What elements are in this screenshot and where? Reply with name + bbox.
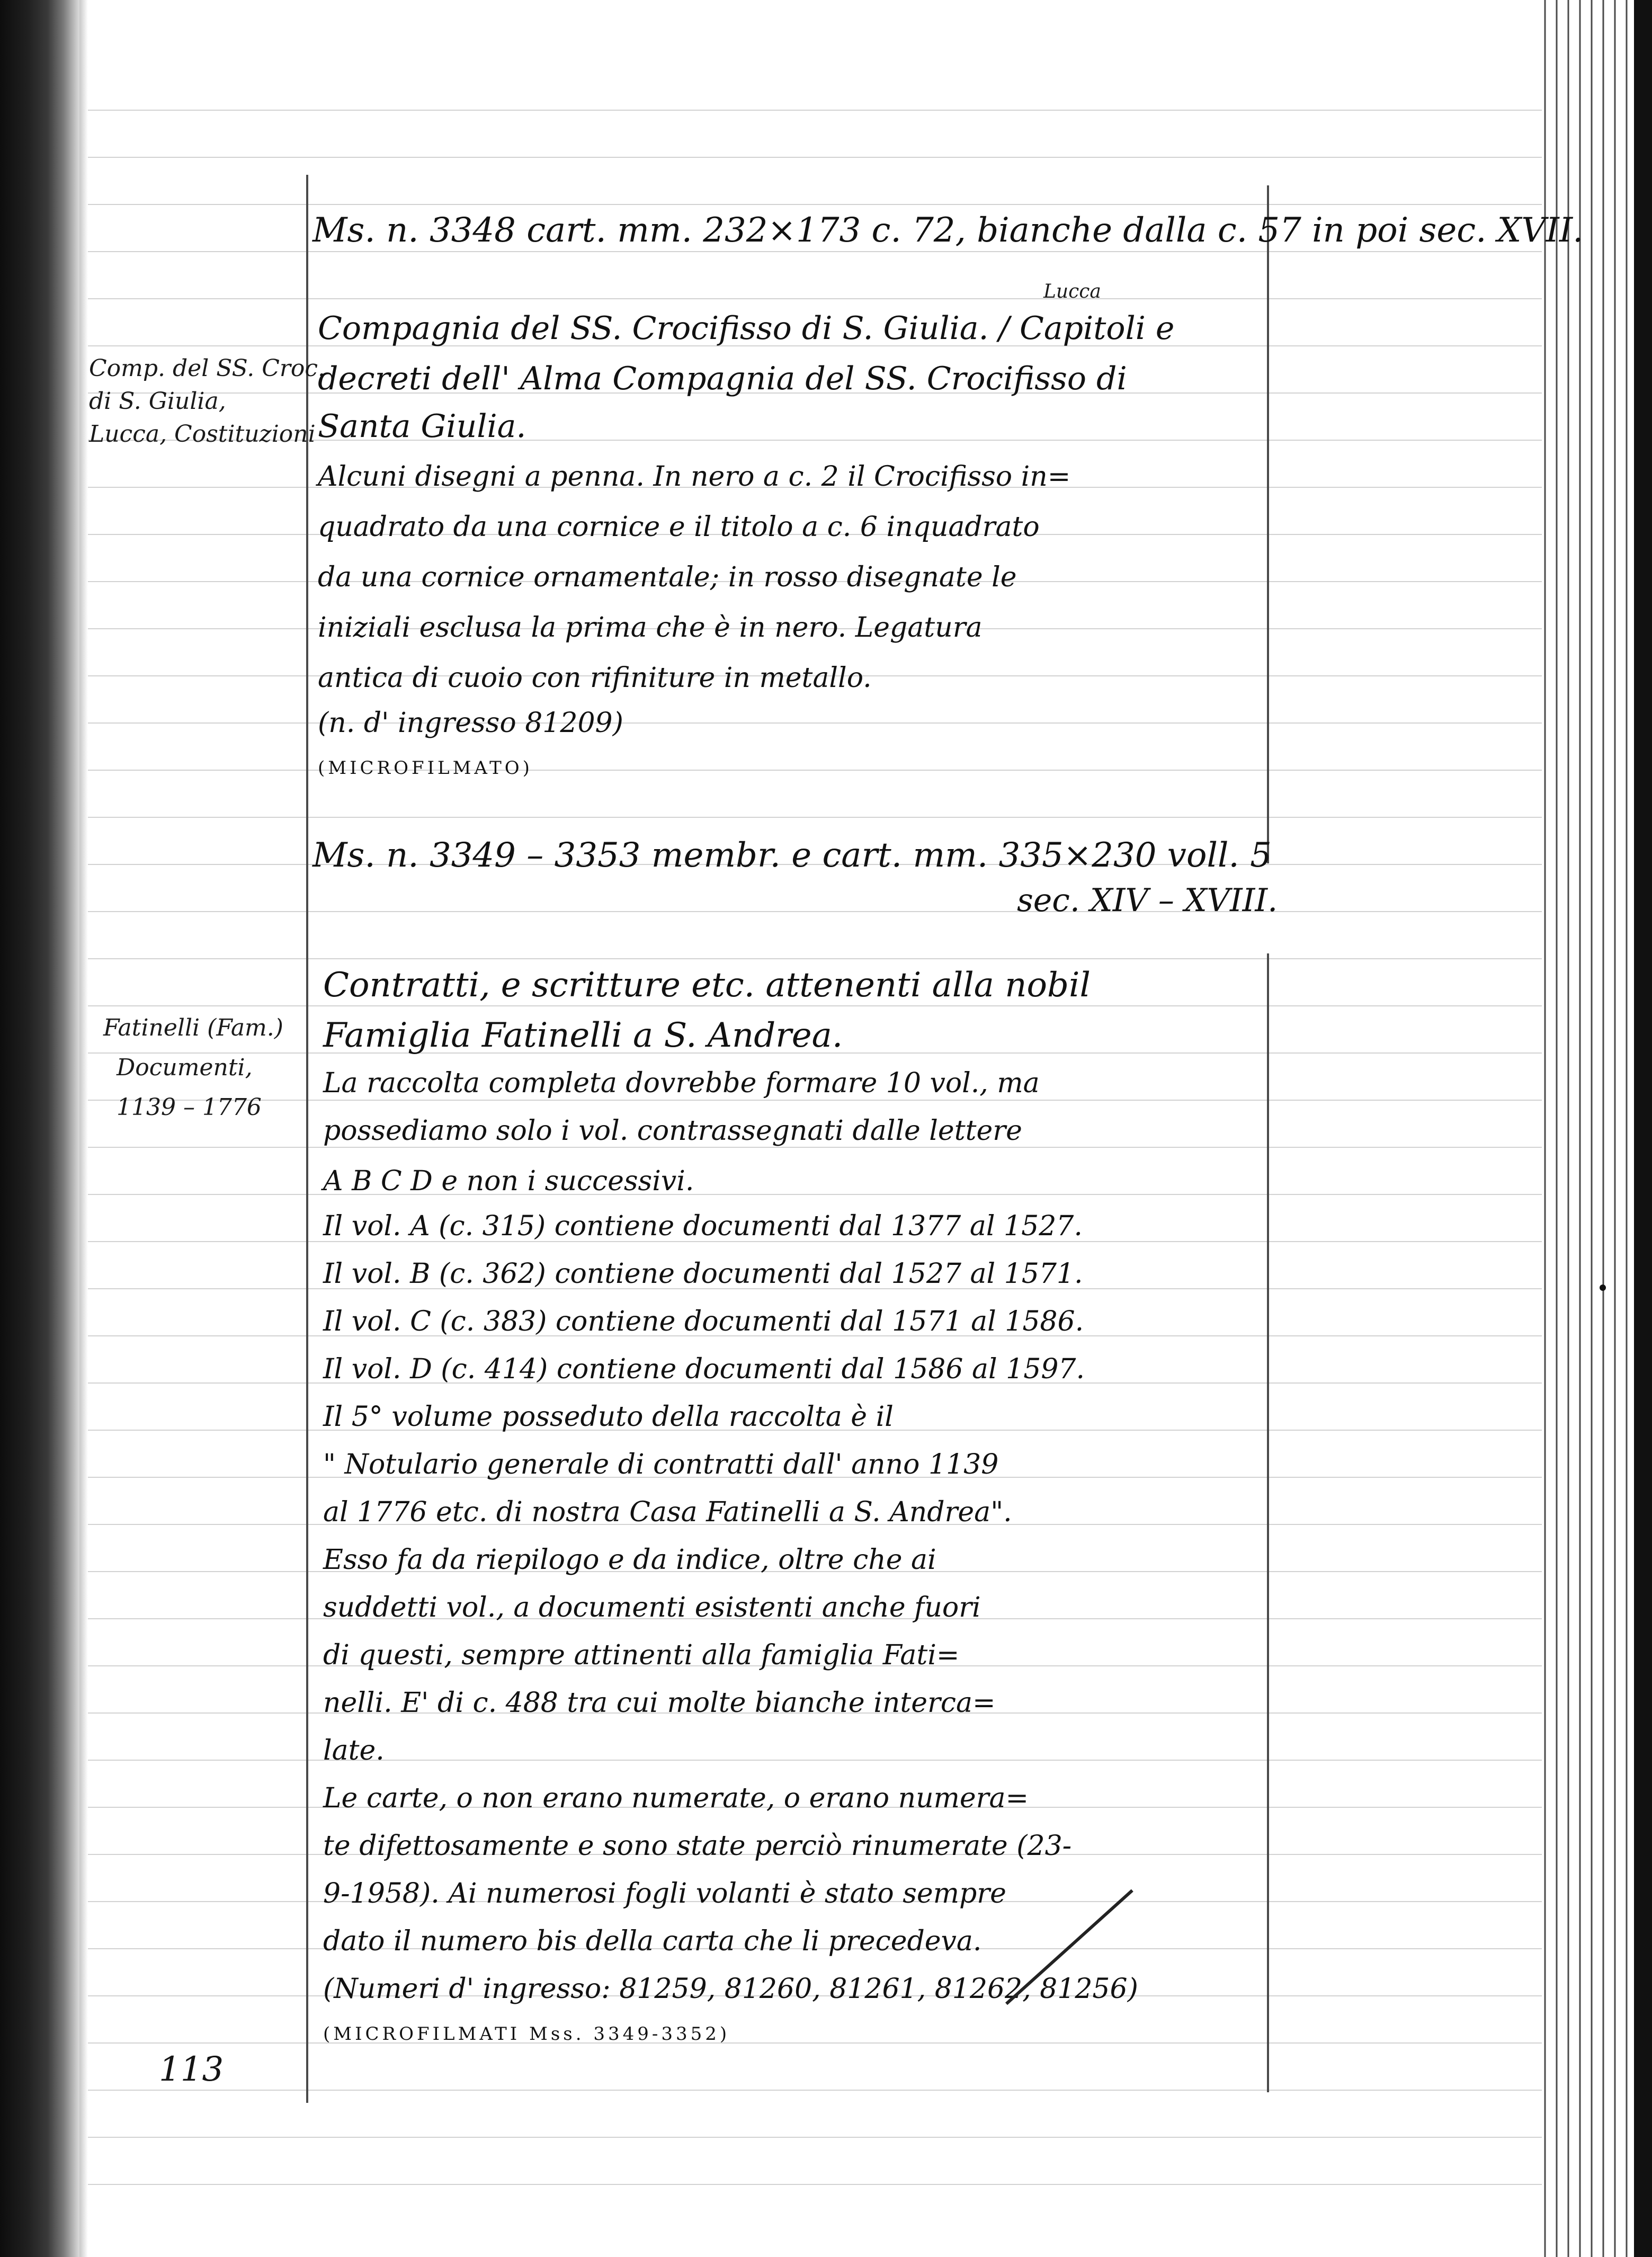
entry-1-heading: Ms. n. 3348 cart. mm. 232×173 c. 72, bianche dalla c. 57 in poi sec. XVII. [312,211,1584,250]
entry-1-margin-note-2: di S. Giulia, [89,388,226,415]
entry-1-line-1: Compagnia del SS. Crocifisso di S. Giulia. / Capitoli e [318,310,1175,347]
entry-1-line-8: antica di cuoio con rifiniture in metallo. [318,662,872,694]
entry-2-line-9: Il vol. D (c. 414) contiene documenti dal 1586 al 1597. [323,1353,1085,1385]
entry-2-line-3: La raccolta completa dovrebbe formare 10 vol., ma [323,1067,1040,1099]
entry-2-margin-note-3: 1139 – 1776 [117,1094,262,1121]
entry-1-line-3: Santa Giulia. [318,408,526,445]
entry-1-line-7: iniziali esclusa la prima che è in nero. Legatura [318,612,983,644]
entry-2-line-22: (Numeri d' ingresso: 81259, 81260, 81261, 81262, 81256) [323,1973,1138,2005]
entry-2-line-17: late. [323,1735,385,1767]
entry-1-line-6: da una cornice ornamentale; in rosso disegnate le [318,561,1017,593]
entry-2-line-23: (MICROFILMATI Mss. 3349-3352) [323,2023,730,2045]
entry-2-line-10: Il 5° volume posseduto della raccolta è il [323,1401,894,1433]
entry-2-margin-note-2: Documenti, [117,1054,253,1081]
entry-2-line-6: Il vol. A (c. 315) contiene documenti dal 1377 al 1527. [323,1210,1083,1242]
entry-1-margin-note-3: Lucca, Costituzioni [89,421,316,448]
entry-2-line-19: te difettosamente e sono state perciò rinumerate (23- [323,1830,1072,1862]
entry-2-line-20: 9-1958). Ai numerosi fogli volanti è stato sempre [323,1878,1006,1910]
entry-2-line-16: nelli. E' di c. 488 tra cui molte bianche interca= [323,1687,996,1719]
entry-1-line-5: quadrato da una cornice e il titolo a c. 6 inquadrato [318,511,1040,543]
entry-2-line-7: Il vol. B (c. 362) contiene documenti dal 1527 al 1571. [323,1258,1083,1290]
entry-2-line-14: suddetti vol., a documenti esistenti anche fuori [323,1592,981,1623]
entry-1-heading-insert: Lucca [1043,281,1101,302]
entry-2-line-4: possediamo solo i vol. contrassegnati dalle lettere [323,1115,1022,1147]
entry-1-line-10: (MICROFILMATO) [318,757,533,779]
ink-dot [1600,1284,1606,1291]
entry-1-margin-note-1: Comp. del SS. Croc. [89,355,326,382]
entry-2-line-21: dato il numero bis della carta che li precedeva. [323,1925,982,1957]
entry-2-line-1: Contratti, e scritture etc. attenenti alla nobil [323,966,1091,1005]
entry-1-line-2: decreti dell' Alma Compagnia del SS. Crocifisso di [318,360,1127,397]
cover-edge [1634,0,1652,2257]
entry-2-line-2: Famiglia Fatinelli a S. Andrea. [323,1016,843,1055]
entry-2-margin-note-1: Fatinelli (Fam.) [103,1014,283,1041]
entry-2-line-5: A B C D e non i successivi. [323,1165,694,1197]
margin-rule-right-lower [1267,953,1269,2092]
entry-2-line-12: al 1776 etc. di nostra Casa Fatinelli a S. Andrea". [323,1496,1012,1528]
margin-rule-right-upper [1267,185,1269,863]
entry-1-line-4: Alcuni disegni a penna. In nero a c. 2 il Crocifisso in= [318,461,1071,493]
entry-2-heading: Ms. n. 3349 – 3353 membr. e cart. mm. 335×230 voll. 5 [312,836,1272,875]
page-number: 113 [159,2050,224,2089]
entry-2-line-8: Il vol. C (c. 383) contiene documenti dal 1571 al 1586. [323,1306,1084,1337]
entry-2-line-18: Le carte, o non erano numerate, o erano numera= [323,1782,1029,1814]
entry-2-line-11: " Notulario generale di contratti dall' anno 1139 [323,1449,999,1480]
book-binding [0,0,79,2257]
entry-2-heading-line-2: sec. XIV – XVIII. [1017,882,1278,919]
entry-1-line-9: (n. d' ingresso 81209) [318,707,623,739]
margin-rule-left [306,175,308,2103]
binding-edge [79,0,88,2257]
entry-2-line-13: Esso fa da riepilogo e da indice, oltre che ai [323,1544,936,1576]
entry-2-line-15: di questi, sempre attinenti alla famiglia Fati= [323,1639,960,1671]
